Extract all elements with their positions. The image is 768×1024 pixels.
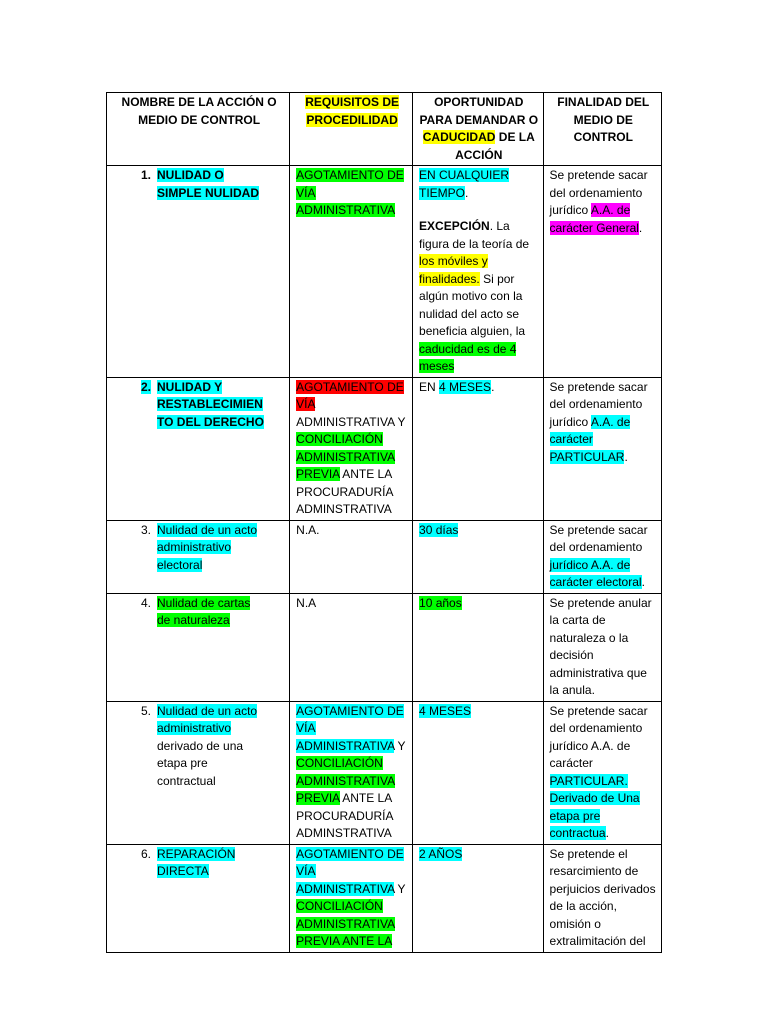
table-row <box>107 844 662 952</box>
row-purpose-cell: Se pretende sacar del ordenamiento jurídico A.A. de carácter PARTICULAR. <box>543 377 661 520</box>
table-header-row <box>107 93 662 166</box>
row-purpose-cell: Se pretende el resarcimiento de perjuicios derivados de la acción, omisión o extralimitación del <box>543 844 661 952</box>
row-requirements-cell: N.A <box>290 593 413 701</box>
header-action-name: NOMBRE DE LA ACCIÓN O MEDIO DE CONTROL <box>107 93 290 166</box>
row-opportunity-cell: EN CUALQUIER TIEMPO. EXCEPCIÓN. La figura de la teoría de los móviles y finalidades. Si por algún motivo con la nulidad del acto se beneficia alguien, la caducidad es de 4 meses <box>413 166 544 378</box>
table-row <box>107 377 662 520</box>
row-opportunity-cell: 10 años <box>413 593 544 701</box>
row-purpose-cell: Se pretende sacar del ordenamiento jurídico A.A. de carácter PARTICULAR. Derivado de Una etapa pre contractua. <box>543 701 661 844</box>
row-opportunity-cell: 2 AÑOS <box>413 844 544 952</box>
row-action-cell: 2. NULIDAD Y RESTABLECIMIENTO DEL DERECHO <box>107 377 290 520</box>
row-purpose-cell: Se pretende sacar del ordenamiento jurídico A.A. de carácter electoral. <box>543 520 661 593</box>
header-purpose: FINALIDAD DEL MEDIO DE CONTROL <box>543 93 661 166</box>
row-action-cell: 1. NULIDAD O SIMPLE NULIDAD <box>107 166 290 378</box>
row-action-cell: 6. REPARACIÓN DIRECTA <box>107 844 290 952</box>
table-row <box>107 593 662 701</box>
row-requirements-cell: AGOTAMIENTO DE VÍA ADMINISTRATIVA Y CONCILIACIÓN ADMINISTRATIVA PREVIA ANTE LA PROCURADURÍA ADMINSTRATIVA <box>290 377 413 520</box>
table-row <box>107 701 662 844</box>
row-opportunity-cell: 30 días <box>413 520 544 593</box>
row-action-cell: 4. Nulidad de cartas de naturaleza <box>107 593 290 701</box>
row-requirements-cell: AGOTAMIENTO DE VÍA ADMINISTRATIVA <box>290 166 413 378</box>
row-action-cell: 3. Nulidad de un acto administrativo electoral <box>107 520 290 593</box>
row-action-cell: 5. Nulidad de un acto administrativo derivado de una etapa pre contractual <box>107 701 290 844</box>
row-requirements-cell: AGOTAMIENTO DE VÍA ADMINISTRATIVA Y CONCILIACIÓN ADMINISTRATIVA PREVIA ANTE LA PROCURADURÍA ADMINSTRATIVA <box>290 701 413 844</box>
row-opportunity-cell: EN 4 MESES. <box>413 377 544 520</box>
row-opportunity-cell: 4 MESES <box>413 701 544 844</box>
header-requirements: REQUISITOS DE PROCEDILIDAD <box>290 93 413 166</box>
actions-table <box>106 92 662 953</box>
row-requirements-cell: AGOTAMIENTO DE VÍA ADMINISTRATIVA Y CONCILIACIÓN ADMINISTRATIVA PREVIA ANTE LA <box>290 844 413 952</box>
row-requirements-cell: N.A. <box>290 520 413 593</box>
table-row <box>107 166 662 378</box>
table-row <box>107 520 662 593</box>
row-purpose-cell: Se pretende anular la carta de naturaleza o la decisión administrativa que la anula. <box>543 593 661 701</box>
row-purpose-cell: Se pretende sacar del ordenamiento jurídico A.A. de carácter General. <box>543 166 661 378</box>
header-opportunity: OPORTUNIDAD PARA DEMANDAR O CADUCIDAD DE LA ACCIÓN <box>413 93 544 166</box>
